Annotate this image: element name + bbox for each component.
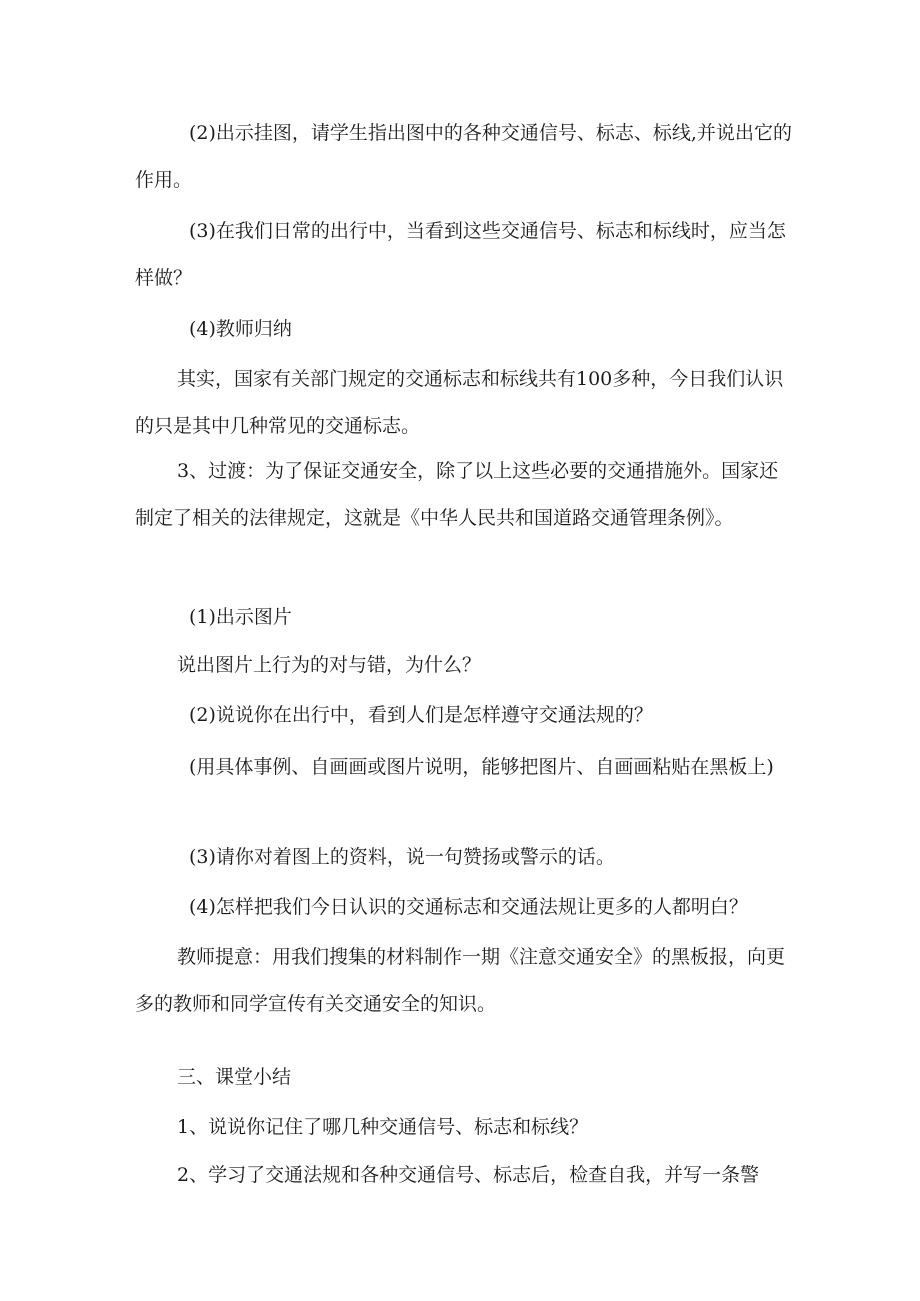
paragraph-daily-travel: (3)在我们日常的出行中，当看到这些交通信号、标志和标线时，应当怎样做？ — [135, 220, 786, 289]
paragraph-show-chart: (2)出示挂图，请学生指出图中的各种交通信号、标志、标线,并说出它的作用。 — [135, 122, 792, 191]
paragraph-praise-warning: (3)请你对着图上的资料，说一句赞扬或警示的话。 — [189, 846, 615, 868]
paragraph-obey-rules: (2)说说你在出行中，看到人们是怎样遵守交通法规的？ — [189, 704, 653, 726]
paragraph-teacher-summary: (4)教师归纳 — [189, 318, 292, 340]
paragraph-show-pictures: (1)出示图片 — [189, 606, 292, 628]
paragraph-examples: (用具体事例、自画画或图片说明，能够把图片、自画画粘贴在黑板上) — [189, 756, 774, 778]
paragraph-summary-item-2: 2、学习了交通法规和各种交通信号、标志后，检查自我，并写一条警 — [177, 1164, 760, 1186]
section-heading-class-summary: 三、课堂小结 — [177, 1066, 292, 1088]
paragraph-transition: 3、过渡：为了保证交通安全，除了以上这些必要的交通措施外。国家还制定了相关的法律规定，这就是《中华人民共和国道路交通管理条例》。 — [135, 460, 779, 529]
paragraph-in-fact: 其实，国家有关部门规定的交通标志和标线共有100多种，今日我们认识的只是其中几种常见的交通标志。 — [135, 368, 784, 437]
paragraph-right-or-wrong: 说出图片上行为的对与错，为什么？ — [177, 654, 482, 676]
paragraph-summary-item-1: 1、说说你记住了哪几种交通信号、标志和标线？ — [177, 1116, 589, 1138]
paragraph-teacher-suggestion: 教师提意：用我们搜集的材料制作一期《注意交通安全》的黑板报，向更多的教师和同学宣传有关交通安全的知识。 — [135, 946, 786, 1015]
paragraph-how-to-share: (4)怎样把我们今日认识的交通标志和交通法规让更多的人都明白？ — [189, 896, 748, 918]
